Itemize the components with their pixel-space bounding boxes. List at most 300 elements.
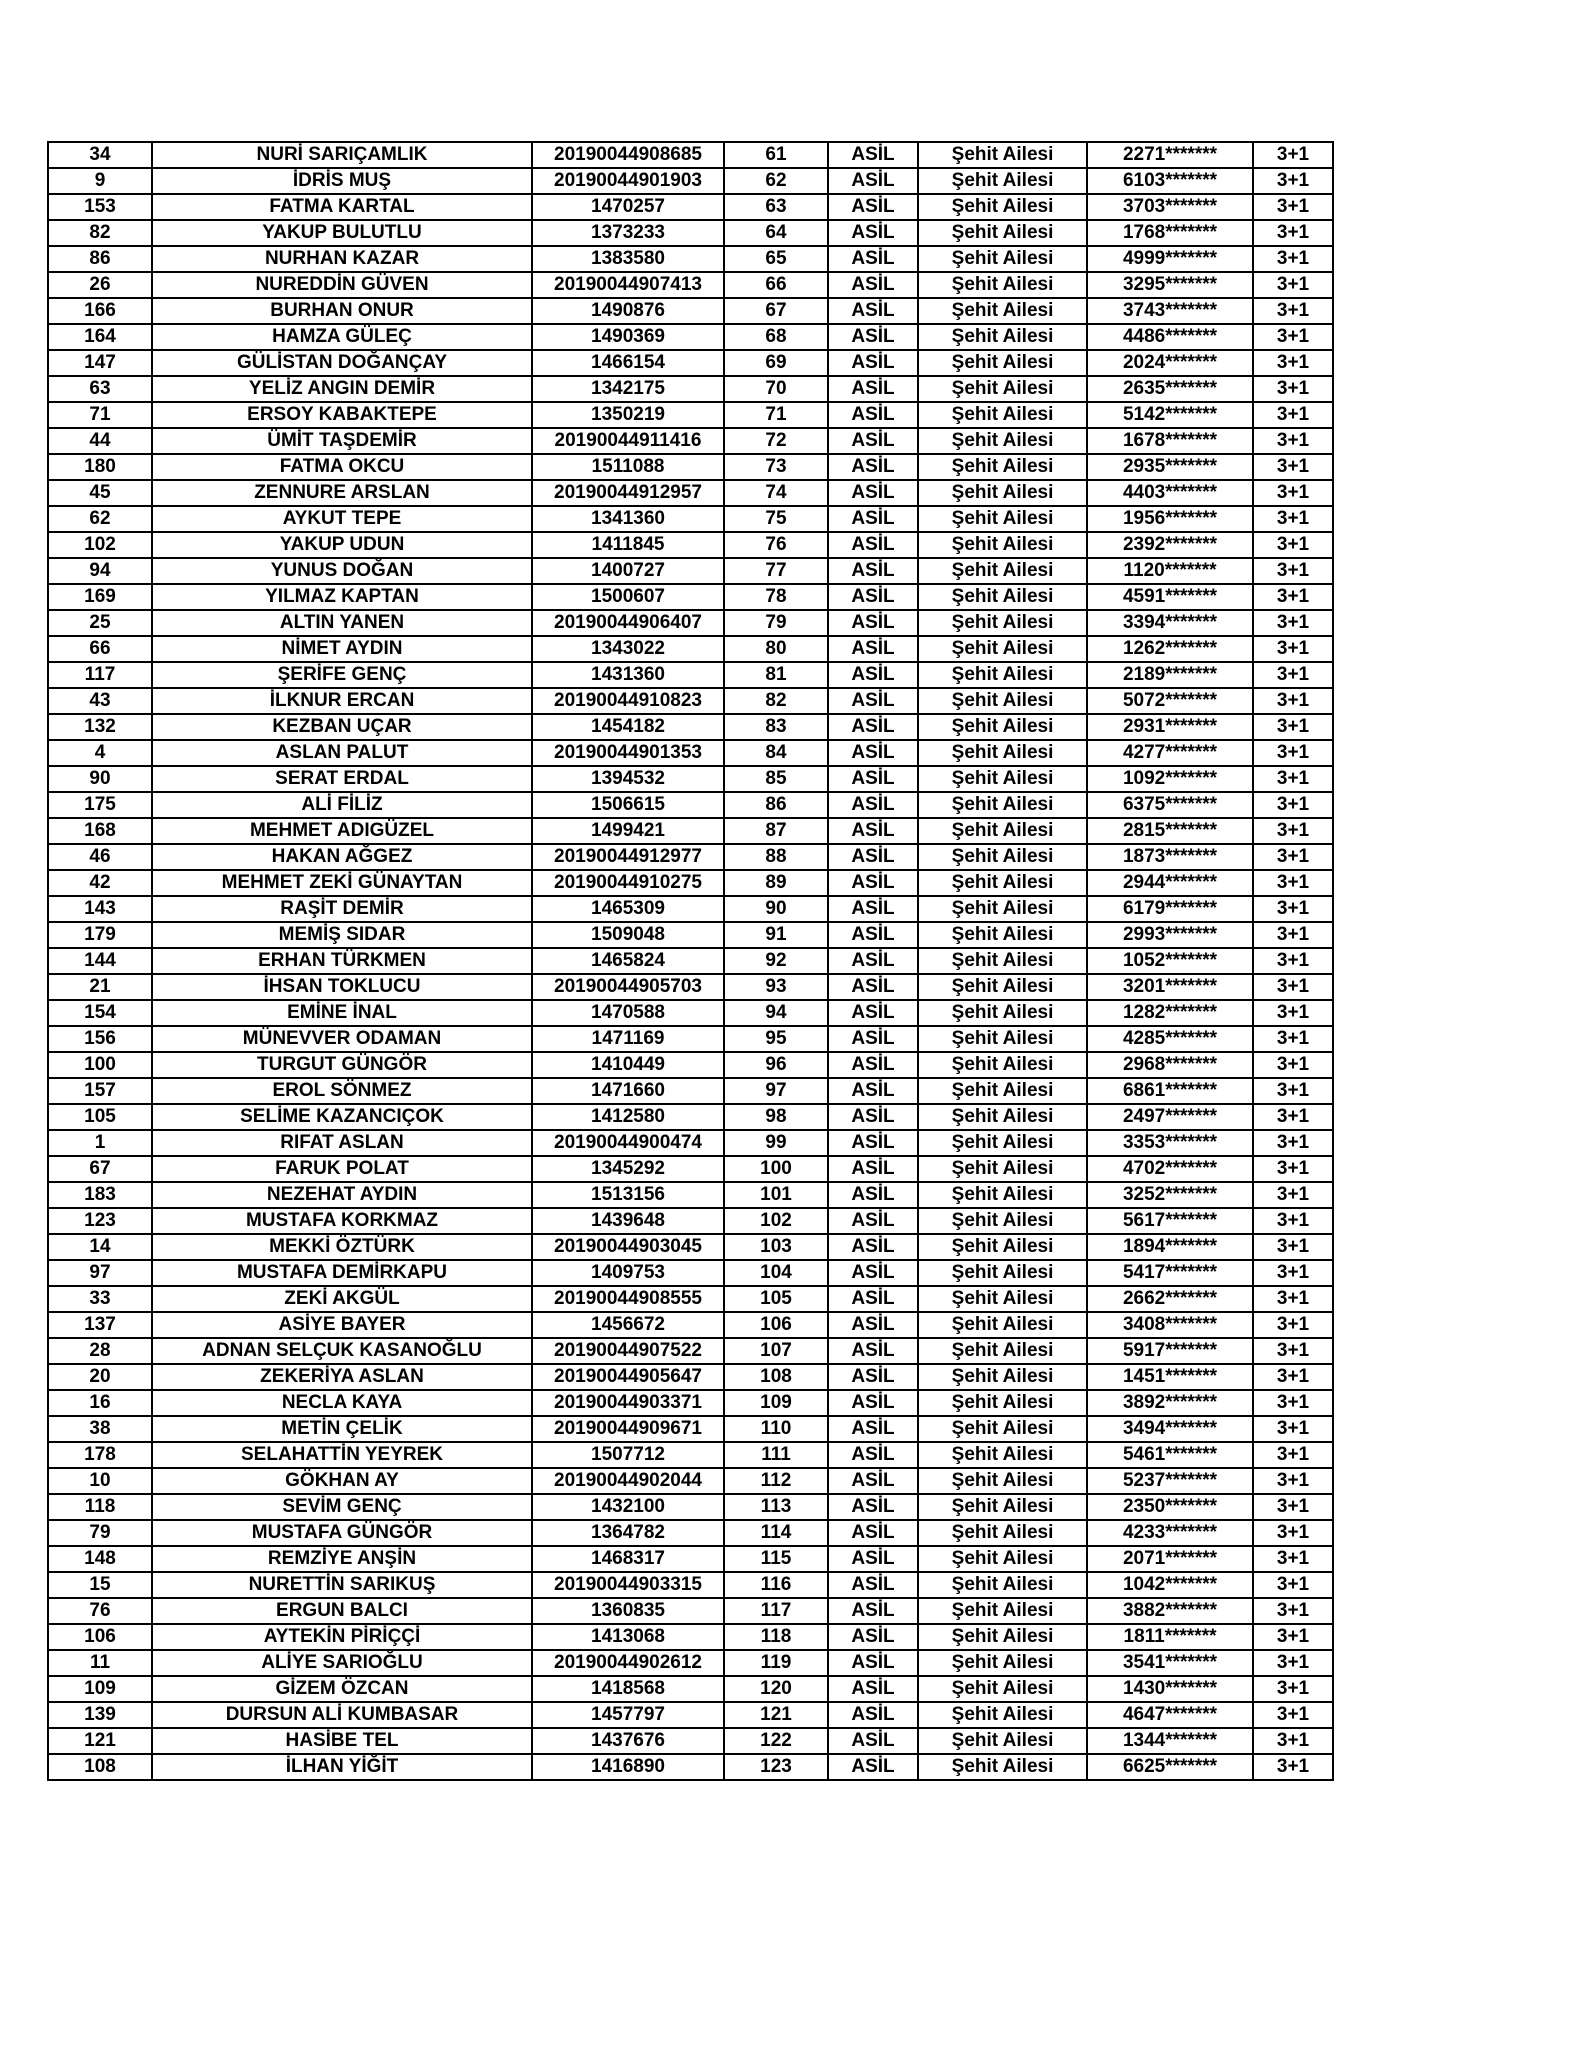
full-name-cell: AYTEKİN PİRİÇÇİ — [152, 1624, 532, 1650]
unit-type-cell: 3+1 — [1253, 584, 1333, 610]
status-cell: ASİL — [828, 948, 918, 974]
category-cell: Şehit Ailesi — [918, 1026, 1087, 1052]
order-number-cell: 121 — [48, 1728, 152, 1754]
application-number-cell: 1471660 — [532, 1078, 724, 1104]
table-row — [48, 1624, 1333, 1650]
order-number-cell: 10 — [48, 1468, 152, 1494]
rank-cell: 122 — [724, 1728, 828, 1754]
masked-id-cell: 5461******* — [1087, 1442, 1253, 1468]
full-name-cell: YUNUS DOĞAN — [152, 558, 532, 584]
rank-cell: 83 — [724, 714, 828, 740]
application-number-cell: 20190044905703 — [532, 974, 724, 1000]
full-name-cell: İHSAN TOKLUCU — [152, 974, 532, 1000]
unit-type-cell: 3+1 — [1253, 480, 1333, 506]
status-cell: ASİL — [828, 220, 918, 246]
order-number-cell: 66 — [48, 636, 152, 662]
full-name-cell: ZEKİ AKGÜL — [152, 1286, 532, 1312]
masked-id-cell: 2497******* — [1087, 1104, 1253, 1130]
rank-cell: 118 — [724, 1624, 828, 1650]
status-cell: ASİL — [828, 896, 918, 922]
order-number-cell: 183 — [48, 1182, 152, 1208]
application-number-cell: 1465824 — [532, 948, 724, 974]
unit-type-cell: 3+1 — [1253, 142, 1333, 168]
status-cell: ASİL — [828, 454, 918, 480]
category-cell: Şehit Ailesi — [918, 1052, 1087, 1078]
status-cell: ASİL — [828, 1260, 918, 1286]
category-cell: Şehit Ailesi — [918, 1234, 1087, 1260]
full-name-cell: GÜLİSTAN DOĞANÇAY — [152, 350, 532, 376]
masked-id-cell: 2815******* — [1087, 818, 1253, 844]
table-row — [48, 1442, 1333, 1468]
masked-id-cell: 3882******* — [1087, 1598, 1253, 1624]
rank-cell: 95 — [724, 1026, 828, 1052]
category-cell: Şehit Ailesi — [918, 1416, 1087, 1442]
table-row — [48, 1650, 1333, 1676]
status-cell: ASİL — [828, 1312, 918, 1338]
application-number-cell: 20190044902044 — [532, 1468, 724, 1494]
full-name-cell: NİMET AYDIN — [152, 636, 532, 662]
category-cell: Şehit Ailesi — [918, 662, 1087, 688]
full-name-cell: GÖKHAN AY — [152, 1468, 532, 1494]
unit-type-cell: 3+1 — [1253, 1598, 1333, 1624]
category-cell: Şehit Ailesi — [918, 1338, 1087, 1364]
full-name-cell: ZEKERİYA ASLAN — [152, 1364, 532, 1390]
status-cell: ASİL — [828, 298, 918, 324]
table-row — [48, 246, 1333, 272]
unit-type-cell: 3+1 — [1253, 1546, 1333, 1572]
masked-id-cell: 1894******* — [1087, 1234, 1253, 1260]
order-number-cell: 14 — [48, 1234, 152, 1260]
masked-id-cell: 4486******* — [1087, 324, 1253, 350]
order-number-cell: 180 — [48, 454, 152, 480]
masked-id-cell: 5617******* — [1087, 1208, 1253, 1234]
table-row — [48, 1728, 1333, 1754]
rank-cell: 82 — [724, 688, 828, 714]
masked-id-cell: 1678******* — [1087, 428, 1253, 454]
rank-cell: 65 — [724, 246, 828, 272]
full-name-cell: BURHAN ONUR — [152, 298, 532, 324]
rank-cell: 119 — [724, 1650, 828, 1676]
status-cell: ASİL — [828, 922, 918, 948]
application-number-cell: 20190044901903 — [532, 168, 724, 194]
unit-type-cell: 3+1 — [1253, 636, 1333, 662]
unit-type-cell: 3+1 — [1253, 610, 1333, 636]
status-cell: ASİL — [828, 1052, 918, 1078]
masked-id-cell: 5917******* — [1087, 1338, 1253, 1364]
application-number-cell: 1416890 — [532, 1754, 724, 1780]
category-cell: Şehit Ailesi — [918, 610, 1087, 636]
full-name-cell: ALTIN YANEN — [152, 610, 532, 636]
masked-id-cell: 1052******* — [1087, 948, 1253, 974]
full-name-cell: ÜMİT TAŞDEMİR — [152, 428, 532, 454]
unit-type-cell: 3+1 — [1253, 1520, 1333, 1546]
order-number-cell: 43 — [48, 688, 152, 714]
full-name-cell: RAŞİT DEMİR — [152, 896, 532, 922]
full-name-cell: MUSTAFA KORKMAZ — [152, 1208, 532, 1234]
status-cell: ASİL — [828, 324, 918, 350]
full-name-cell: MEHMET ADIGÜZEL — [152, 818, 532, 844]
status-cell: ASİL — [828, 1000, 918, 1026]
order-number-cell: 109 — [48, 1676, 152, 1702]
masked-id-cell: 2662******* — [1087, 1286, 1253, 1312]
status-cell: ASİL — [828, 1598, 918, 1624]
masked-id-cell: 2271******* — [1087, 142, 1253, 168]
order-number-cell: 106 — [48, 1624, 152, 1650]
masked-id-cell: 2350******* — [1087, 1494, 1253, 1520]
masked-id-cell: 2935******* — [1087, 454, 1253, 480]
table-row — [48, 376, 1333, 402]
masked-id-cell: 5417******* — [1087, 1260, 1253, 1286]
rank-cell: 72 — [724, 428, 828, 454]
unit-type-cell: 3+1 — [1253, 1000, 1333, 1026]
masked-id-cell: 3703******* — [1087, 194, 1253, 220]
application-number-cell: 1360835 — [532, 1598, 724, 1624]
rank-cell: 68 — [724, 324, 828, 350]
order-number-cell: 102 — [48, 532, 152, 558]
category-cell: Şehit Ailesi — [918, 558, 1087, 584]
table-row — [48, 1702, 1333, 1728]
application-number-cell: 20190044912977 — [532, 844, 724, 870]
masked-id-cell: 6625******* — [1087, 1754, 1253, 1780]
unit-type-cell: 3+1 — [1253, 1078, 1333, 1104]
application-number-cell: 20190044910823 — [532, 688, 724, 714]
category-cell: Şehit Ailesi — [918, 1702, 1087, 1728]
application-number-cell: 1413068 — [532, 1624, 724, 1650]
table-row — [48, 870, 1333, 896]
status-cell: ASİL — [828, 1468, 918, 1494]
category-cell: Şehit Ailesi — [918, 1546, 1087, 1572]
order-number-cell: 143 — [48, 896, 152, 922]
order-number-cell: 169 — [48, 584, 152, 610]
category-cell: Şehit Ailesi — [918, 220, 1087, 246]
category-cell: Şehit Ailesi — [918, 1468, 1087, 1494]
unit-type-cell: 3+1 — [1253, 558, 1333, 584]
category-cell: Şehit Ailesi — [918, 740, 1087, 766]
application-number-cell: 20190044903315 — [532, 1572, 724, 1598]
application-number-cell: 20190044911416 — [532, 428, 724, 454]
application-number-cell: 1439648 — [532, 1208, 724, 1234]
table-row — [48, 1260, 1333, 1286]
order-number-cell: 71 — [48, 402, 152, 428]
category-cell: Şehit Ailesi — [918, 636, 1087, 662]
category-cell: Şehit Ailesi — [918, 376, 1087, 402]
order-number-cell: 166 — [48, 298, 152, 324]
order-number-cell: 34 — [48, 142, 152, 168]
category-cell: Şehit Ailesi — [918, 1364, 1087, 1390]
table-row — [48, 896, 1333, 922]
full-name-cell: NURHAN KAZAR — [152, 246, 532, 272]
category-cell: Şehit Ailesi — [918, 194, 1087, 220]
application-number-cell: 1454182 — [532, 714, 724, 740]
masked-id-cell: 2931******* — [1087, 714, 1253, 740]
masked-id-cell: 5142******* — [1087, 402, 1253, 428]
order-number-cell: 117 — [48, 662, 152, 688]
table-row — [48, 558, 1333, 584]
category-cell: Şehit Ailesi — [918, 688, 1087, 714]
unit-type-cell: 3+1 — [1253, 1624, 1333, 1650]
full-name-cell: AYKUT TEPE — [152, 506, 532, 532]
status-cell: ASİL — [828, 1234, 918, 1260]
category-cell: Şehit Ailesi — [918, 1442, 1087, 1468]
rank-cell: 108 — [724, 1364, 828, 1390]
rank-cell: 81 — [724, 662, 828, 688]
status-cell: ASİL — [828, 1026, 918, 1052]
masked-id-cell: 3408******* — [1087, 1312, 1253, 1338]
masked-id-cell: 2635******* — [1087, 376, 1253, 402]
category-cell: Şehit Ailesi — [918, 870, 1087, 896]
application-number-cell: 1471169 — [532, 1026, 724, 1052]
masked-id-cell: 2071******* — [1087, 1546, 1253, 1572]
table-row — [48, 1182, 1333, 1208]
application-number-cell: 20190044903371 — [532, 1390, 724, 1416]
application-number-cell: 20190044910275 — [532, 870, 724, 896]
rank-cell: 80 — [724, 636, 828, 662]
full-name-cell: YAKUP BULUTLU — [152, 220, 532, 246]
table-row — [48, 1572, 1333, 1598]
order-number-cell: 11 — [48, 1650, 152, 1676]
masked-id-cell: 1282******* — [1087, 1000, 1253, 1026]
rank-cell: 115 — [724, 1546, 828, 1572]
masked-id-cell: 1430******* — [1087, 1676, 1253, 1702]
rank-cell: 69 — [724, 350, 828, 376]
unit-type-cell: 3+1 — [1253, 1728, 1333, 1754]
application-number-cell: 1465309 — [532, 896, 724, 922]
status-cell: ASİL — [828, 688, 918, 714]
status-cell: ASİL — [828, 584, 918, 610]
full-name-cell: HAMZA GÜLEÇ — [152, 324, 532, 350]
category-cell: Şehit Ailesi — [918, 1520, 1087, 1546]
rank-cell: 107 — [724, 1338, 828, 1364]
category-cell: Şehit Ailesi — [918, 1754, 1087, 1780]
application-number-cell: 20190044907413 — [532, 272, 724, 298]
order-number-cell: 168 — [48, 818, 152, 844]
results-table — [47, 141, 1334, 1781]
table-row — [48, 428, 1333, 454]
rank-cell: 101 — [724, 1182, 828, 1208]
unit-type-cell: 3+1 — [1253, 1702, 1333, 1728]
table-row — [48, 1468, 1333, 1494]
unit-type-cell: 3+1 — [1253, 1390, 1333, 1416]
status-cell: ASİL — [828, 636, 918, 662]
application-number-cell: 1350219 — [532, 402, 724, 428]
category-cell: Şehit Ailesi — [918, 168, 1087, 194]
status-cell: ASİL — [828, 1754, 918, 1780]
application-number-cell: 1490369 — [532, 324, 724, 350]
status-cell: ASİL — [828, 402, 918, 428]
order-number-cell: 33 — [48, 1286, 152, 1312]
masked-id-cell: 2189******* — [1087, 662, 1253, 688]
rank-cell: 87 — [724, 818, 828, 844]
rank-cell: 116 — [724, 1572, 828, 1598]
table-row — [48, 766, 1333, 792]
unit-type-cell: 3+1 — [1253, 454, 1333, 480]
full-name-cell: MEMİŞ SIDAR — [152, 922, 532, 948]
unit-type-cell: 3+1 — [1253, 246, 1333, 272]
rank-cell: 73 — [724, 454, 828, 480]
order-number-cell: 1 — [48, 1130, 152, 1156]
application-number-cell: 1509048 — [532, 922, 724, 948]
unit-type-cell: 3+1 — [1253, 766, 1333, 792]
category-cell: Şehit Ailesi — [918, 532, 1087, 558]
masked-id-cell: 6375******* — [1087, 792, 1253, 818]
rank-cell: 113 — [724, 1494, 828, 1520]
unit-type-cell: 3+1 — [1253, 220, 1333, 246]
table-row — [48, 792, 1333, 818]
category-cell: Şehit Ailesi — [918, 844, 1087, 870]
application-number-cell: 20190044906407 — [532, 610, 724, 636]
table-row — [48, 1364, 1333, 1390]
unit-type-cell: 3+1 — [1253, 376, 1333, 402]
unit-type-cell: 3+1 — [1253, 948, 1333, 974]
masked-id-cell: 2392******* — [1087, 532, 1253, 558]
masked-id-cell: 4285******* — [1087, 1026, 1253, 1052]
unit-type-cell: 3+1 — [1253, 818, 1333, 844]
order-number-cell: 139 — [48, 1702, 152, 1728]
table-row — [48, 1208, 1333, 1234]
status-cell: ASİL — [828, 194, 918, 220]
masked-id-cell: 3295******* — [1087, 272, 1253, 298]
rank-cell: 71 — [724, 402, 828, 428]
unit-type-cell: 3+1 — [1253, 688, 1333, 714]
status-cell: ASİL — [828, 428, 918, 454]
order-number-cell: 178 — [48, 1442, 152, 1468]
application-number-cell: 20190044902612 — [532, 1650, 724, 1676]
table-row — [48, 1546, 1333, 1572]
status-cell: ASİL — [828, 740, 918, 766]
order-number-cell: 144 — [48, 948, 152, 974]
full-name-cell: DURSUN ALİ KUMBASAR — [152, 1702, 532, 1728]
rank-cell: 100 — [724, 1156, 828, 1182]
unit-type-cell: 3+1 — [1253, 922, 1333, 948]
rank-cell: 63 — [724, 194, 828, 220]
application-number-cell: 20190044912957 — [532, 480, 724, 506]
unit-type-cell: 3+1 — [1253, 298, 1333, 324]
masked-id-cell: 3541******* — [1087, 1650, 1253, 1676]
category-cell: Şehit Ailesi — [918, 324, 1087, 350]
masked-id-cell: 1811******* — [1087, 1624, 1253, 1650]
rank-cell: 93 — [724, 974, 828, 1000]
rank-cell: 99 — [724, 1130, 828, 1156]
application-number-cell: 1468317 — [532, 1546, 724, 1572]
unit-type-cell: 3+1 — [1253, 350, 1333, 376]
masked-id-cell: 1768******* — [1087, 220, 1253, 246]
unit-type-cell: 3+1 — [1253, 1572, 1333, 1598]
application-number-cell: 1506615 — [532, 792, 724, 818]
unit-type-cell: 3+1 — [1253, 974, 1333, 1000]
masked-id-cell: 4999******* — [1087, 246, 1253, 272]
full-name-cell: YILMAZ KAPTAN — [152, 584, 532, 610]
full-name-cell: HAKAN AĞGEZ — [152, 844, 532, 870]
rank-cell: 74 — [724, 480, 828, 506]
full-name-cell: SELAHATTİN YEYREK — [152, 1442, 532, 1468]
full-name-cell: ALİ FİLİZ — [152, 792, 532, 818]
table-row — [48, 142, 1333, 168]
table-row — [48, 1676, 1333, 1702]
application-number-cell: 20190044900474 — [532, 1130, 724, 1156]
application-number-cell: 20190044903045 — [532, 1234, 724, 1260]
order-number-cell: 108 — [48, 1754, 152, 1780]
rank-cell: 89 — [724, 870, 828, 896]
rank-cell: 96 — [724, 1052, 828, 1078]
table-row — [48, 922, 1333, 948]
rank-cell: 75 — [724, 506, 828, 532]
category-cell: Şehit Ailesi — [918, 818, 1087, 844]
masked-id-cell: 4233******* — [1087, 1520, 1253, 1546]
table-row — [48, 532, 1333, 558]
application-number-cell: 1470257 — [532, 194, 724, 220]
masked-id-cell: 3353******* — [1087, 1130, 1253, 1156]
rank-cell: 120 — [724, 1676, 828, 1702]
rank-cell: 70 — [724, 376, 828, 402]
rank-cell: 62 — [724, 168, 828, 194]
full-name-cell: İLKNUR ERCAN — [152, 688, 532, 714]
masked-id-cell: 3892******* — [1087, 1390, 1253, 1416]
rank-cell: 84 — [724, 740, 828, 766]
rank-cell: 97 — [724, 1078, 828, 1104]
rank-cell: 111 — [724, 1442, 828, 1468]
table-row — [48, 454, 1333, 480]
masked-id-cell: 2944******* — [1087, 870, 1253, 896]
order-number-cell: 28 — [48, 1338, 152, 1364]
application-number-cell: 1364782 — [532, 1520, 724, 1546]
masked-id-cell: 4591******* — [1087, 584, 1253, 610]
masked-id-cell: 2968******* — [1087, 1052, 1253, 1078]
order-number-cell: 153 — [48, 194, 152, 220]
order-number-cell: 164 — [48, 324, 152, 350]
rank-cell: 102 — [724, 1208, 828, 1234]
masked-id-cell: 6179******* — [1087, 896, 1253, 922]
status-cell: ASİL — [828, 376, 918, 402]
full-name-cell: MUSTAFA GÜNGÖR — [152, 1520, 532, 1546]
order-number-cell: 15 — [48, 1572, 152, 1598]
order-number-cell: 25 — [48, 610, 152, 636]
order-number-cell: 42 — [48, 870, 152, 896]
table-row — [48, 298, 1333, 324]
table-row — [48, 1390, 1333, 1416]
unit-type-cell: 3+1 — [1253, 1208, 1333, 1234]
full-name-cell: YELİZ ANGIN DEMİR — [152, 376, 532, 402]
masked-id-cell: 2993******* — [1087, 922, 1253, 948]
table-row — [48, 1598, 1333, 1624]
category-cell: Şehit Ailesi — [918, 1208, 1087, 1234]
unit-type-cell: 3+1 — [1253, 870, 1333, 896]
application-number-cell: 20190044909671 — [532, 1416, 724, 1442]
application-number-cell: 1499421 — [532, 818, 724, 844]
status-cell: ASİL — [828, 1546, 918, 1572]
category-cell: Şehit Ailesi — [918, 792, 1087, 818]
full-name-cell: ADNAN SELÇUK KASANOĞLU — [152, 1338, 532, 1364]
full-name-cell: NURETTİN SARIKUŞ — [152, 1572, 532, 1598]
category-cell: Şehit Ailesi — [918, 480, 1087, 506]
unit-type-cell: 3+1 — [1253, 1260, 1333, 1286]
unit-type-cell: 3+1 — [1253, 792, 1333, 818]
rank-cell: 86 — [724, 792, 828, 818]
unit-type-cell: 3+1 — [1253, 1416, 1333, 1442]
full-name-cell: HASİBE TEL — [152, 1728, 532, 1754]
application-number-cell: 1490876 — [532, 298, 724, 324]
table-row — [48, 1078, 1333, 1104]
rank-cell: 91 — [724, 922, 828, 948]
full-name-cell: ASLAN PALUT — [152, 740, 532, 766]
order-number-cell: 46 — [48, 844, 152, 870]
status-cell: ASİL — [828, 1650, 918, 1676]
order-number-cell: 90 — [48, 766, 152, 792]
category-cell: Şehit Ailesi — [918, 350, 1087, 376]
order-number-cell: 157 — [48, 1078, 152, 1104]
status-cell: ASİL — [828, 506, 918, 532]
full-name-cell: MEKKİ ÖZTÜRK — [152, 1234, 532, 1260]
rank-cell: 109 — [724, 1390, 828, 1416]
